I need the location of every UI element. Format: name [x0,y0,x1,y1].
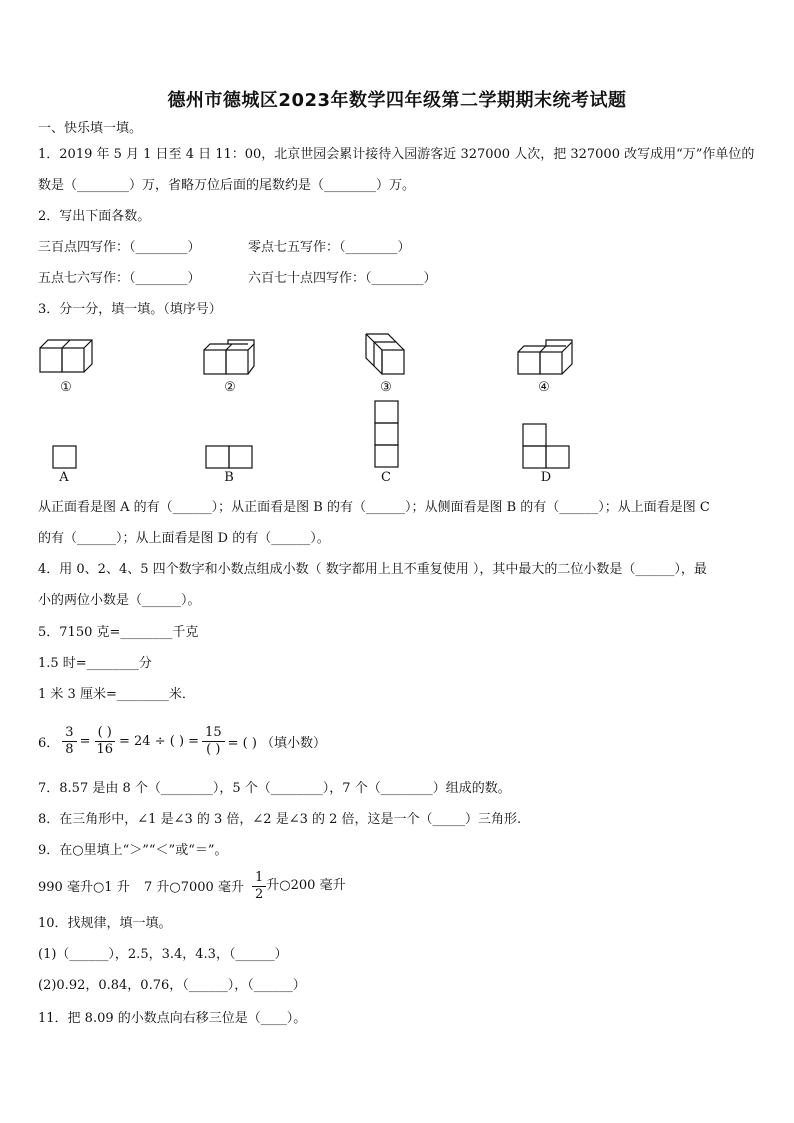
fraction-denominator: 2 [255,886,264,902]
question-10-item-1: (1)（______），2.5，3.4，4.3，（______） [38,947,288,962]
question-2-item-a: 三百点四写作：（________） [38,240,201,255]
question-4-line-2: 小的两位小数是（______）。 [38,593,201,608]
question-9-item-c-text: 升○200 毫升 [266,878,346,893]
question-1-line-2: 数是（________）万，省略万位后面的尾数约是（________）万。 [38,178,416,193]
equals-sign: = [79,733,91,749]
fraction-denominator: ( ) [206,741,221,757]
question-4-line-1: 4．用 0、2、4、5 四个数字和小数点组成小数（ 数字都用上且不重复使用 ），其中最大的二位小数是（______），最 [38,562,707,577]
cube-figure-4 [516,338,576,378]
question-10-item-2: (2)0.92，0.84，0.76，（______），（______） [38,978,306,993]
question-11: 11．把 8.09 的小数点向右移三位是（____）。 [38,1011,307,1026]
question-5-item-a: 5．7150 克=________千克 [38,625,199,640]
question-3-line-1: 从正面看是图 A 的有（______）；从正面看是图 B 的有（______）；从侧面看是图 B 的有（______）；从上面看是图 C [38,500,710,515]
question-6-number: 6． [38,735,60,751]
question-7: 7．8.57 是由 8 个（________），5 个（________），7 个（________）组成的数。 [38,781,511,796]
cube-figure-4-label: ④ [538,380,550,395]
question-3-line-2: 的有（______）；从上面看是图 D 的有（______）。 [38,531,330,546]
question-2-item-b: 零点七五写作：（________） [248,240,411,255]
question-9-item-b: 7 升○7000 毫升 [144,880,244,895]
view-figure-d-label: D [540,470,552,485]
question-6-middle: = 24 ÷ ( ) = [119,733,200,749]
fraction-denominator: 8 [65,741,74,757]
cube-figure-1 [38,336,94,376]
question-1-line-1: 1．2019 年 5 月 1 日至 4 日 11：00，北京世园会累计接待入园游客近 327000 人次，把 327000 改写成用“万”作单位的 [38,147,755,162]
section-heading: 一、快乐填一填。 [38,121,143,136]
cube-figure-2 [202,338,258,378]
page-title: 德州市德城区2023年数学四年级第二学期期末统考试题 [167,90,627,111]
fraction-three-eighths [62,725,76,758]
fraction-numerator: 15 [202,725,225,742]
question-5-item-c: 1 米 3 厘米=________米． [38,687,195,702]
question-10-heading: 10．找规律，填一填。 [38,916,172,931]
fraction-numerator: 1 [252,870,266,887]
question-2-item-d: 六百七十点四写作：（________） [248,271,437,286]
view-figure-d [522,423,570,469]
question-6-tail: = ( ) （填小数） [227,735,327,751]
view-figure-a [52,445,78,469]
question-3-heading: 3．分一分，填一填。（填序号） [38,302,222,317]
fraction-15-over-blank [202,725,225,758]
fraction-blank-over-16 [93,725,116,758]
view-figure-b-label: B [224,470,234,485]
view-figure-c-label: C [381,470,391,485]
question-2-item-c: 五点七六写作：（________） [38,271,201,286]
question-9-item-c [252,866,346,906]
question-9-heading: 9．在○里填上“＞”“＜”或“＝”。 [38,843,228,858]
question-5-item-b: 1.5 时=________分 [38,656,152,671]
question-8: 8．在三角形中，∠1 是∠3 的 3 倍，∠2 是∠3 的 2 倍，这是一个（_____）三角形. [38,812,522,827]
view-figure-a-label: A [59,470,69,485]
cube-figure-2-label: ② [224,380,236,395]
fraction-one-half [252,870,266,903]
question-2-heading: 2．写出下面各数。 [38,209,151,224]
view-figure-c [374,400,400,470]
cube-figure-3 [362,330,410,378]
view-figure-b [205,445,253,469]
question-6 [38,722,329,760]
fraction-denominator: 16 [96,741,114,757]
fraction-numerator: ( ) [95,725,115,742]
fraction-numerator: 3 [62,725,76,742]
question-9-item-a: 990 毫升○1 升 [38,880,130,895]
cube-figure-1-label: ① [60,380,72,395]
cube-figure-3-label: ③ [380,380,392,395]
